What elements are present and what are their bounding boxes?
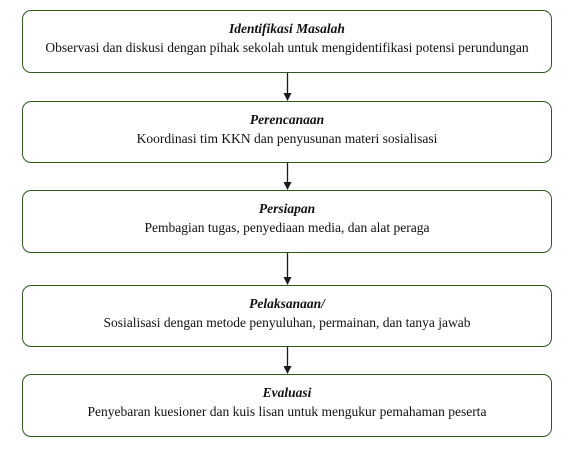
step-box-pelaksanaan — [22, 285, 552, 347]
step-box-evaluasi — [22, 374, 552, 437]
down-arrow-icon — [283, 163, 292, 190]
step-title: Pelaksanaan/ — [249, 296, 325, 311]
step-title: Evaluasi — [262, 385, 312, 400]
step-title: Identifikasi Masalah — [229, 21, 345, 36]
down-arrow-icon — [283, 253, 292, 285]
down-arrow-icon — [283, 73, 292, 101]
down-arrow-icon — [283, 347, 292, 374]
step-box-persiapan — [22, 190, 552, 253]
step-description: Penyebaran kuesioner dan kuis lisan untuk mengukur pemahaman peserta — [87, 404, 487, 419]
step-title: Persiapan — [258, 201, 316, 216]
step-box-identifikasi-masalah — [22, 10, 552, 73]
step-description: Pembagian tugas, penyediaan media, dan alat peraga — [144, 220, 430, 235]
step-box-perencanaan — [22, 101, 552, 163]
step-description: Koordinasi tim KKN dan penyusunan materi sosialisasi — [136, 131, 438, 146]
step-description: Sosialisasi dengan metode penyuluhan, permainan, dan tanya jawab — [103, 315, 471, 330]
step-title: Perencanaan — [249, 112, 325, 127]
step-description: Observasi dan diskusi dengan pihak sekolah untuk mengidentifikasi potensi perundungan — [45, 40, 529, 55]
